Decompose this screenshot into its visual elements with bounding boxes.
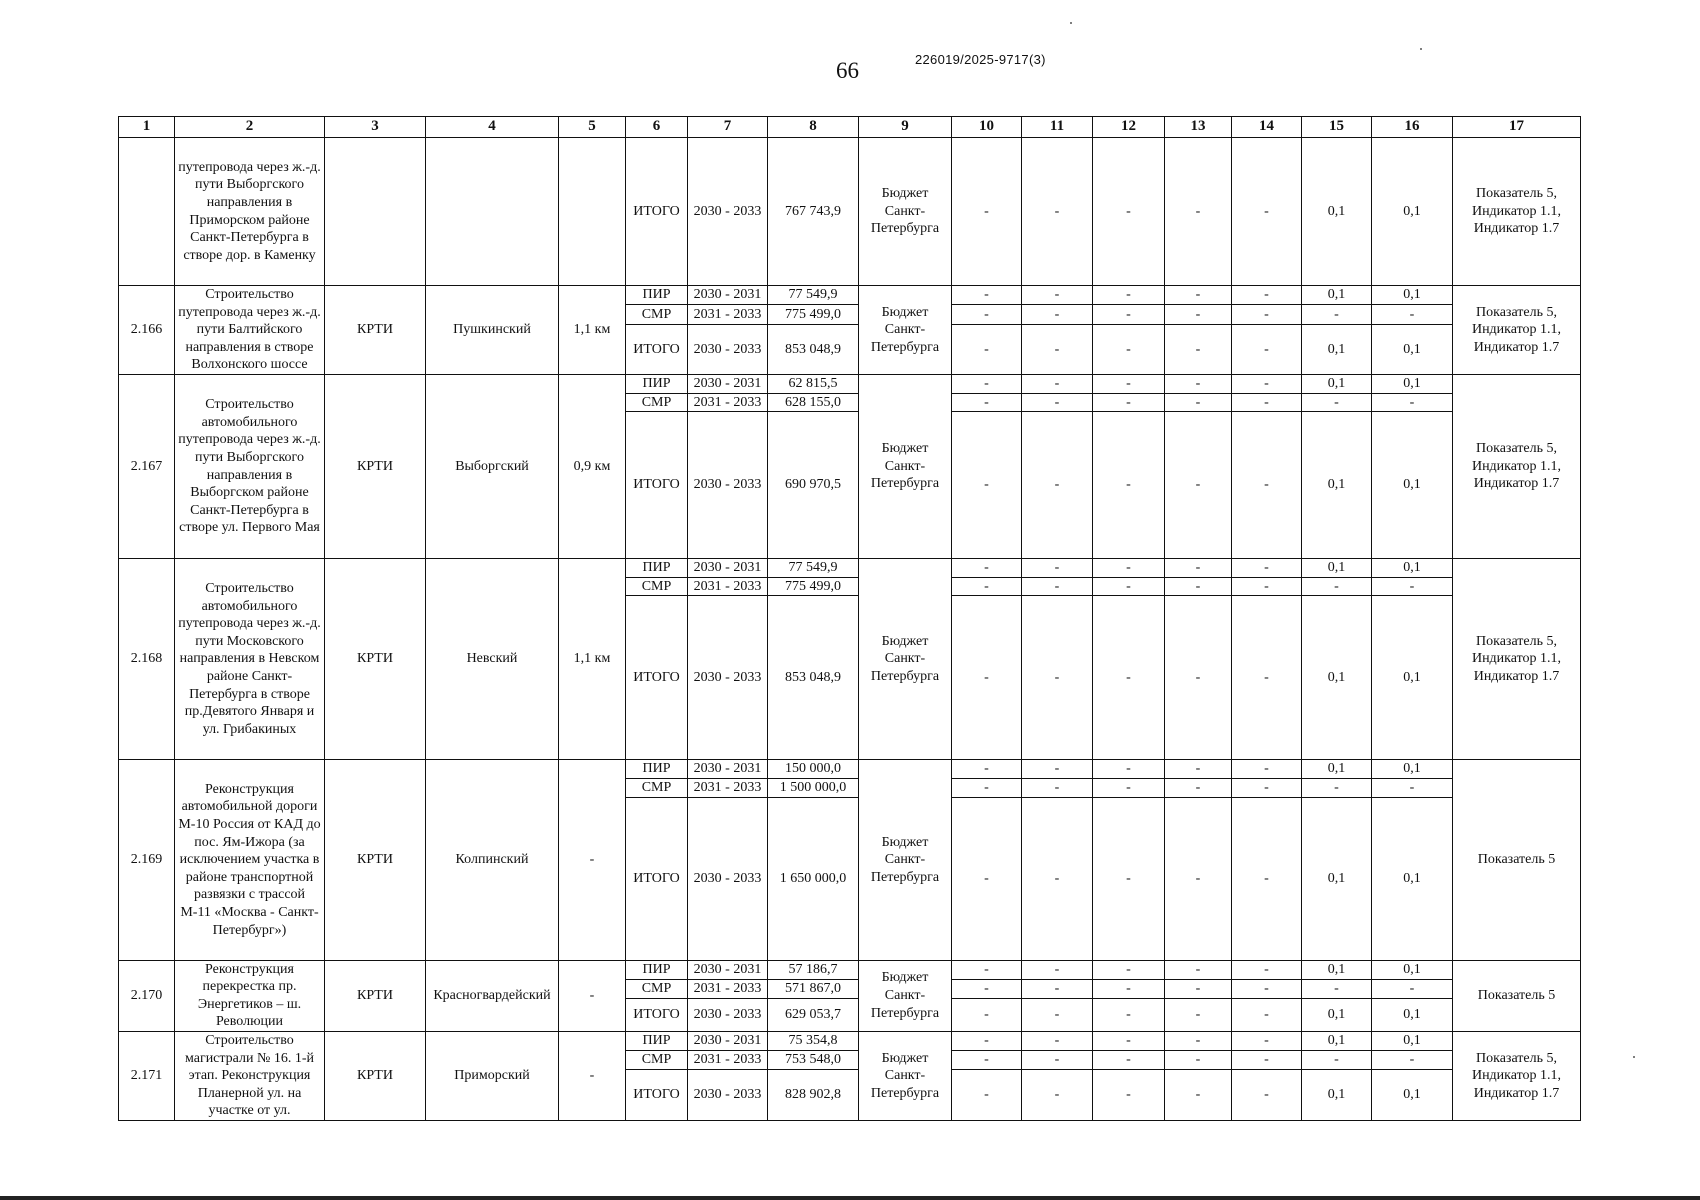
length: - [559,1031,626,1120]
indicator-value: - [1372,393,1453,412]
indicator-value: - [1165,999,1232,1031]
period: 2030 - 2033 [688,412,768,559]
work-stage: ИТОГО [626,1070,688,1121]
indicator-value: - [1022,374,1093,393]
indicator-value: - [1165,412,1232,559]
period: 2030 - 2031 [688,1031,768,1050]
indicator-value: - [1232,324,1302,374]
amount: 853 048,9 [768,324,859,374]
executor: КРТИ [325,286,426,375]
indicator-value: 0,1 [1372,999,1453,1031]
indicator-value: - [1232,412,1302,559]
amount: 571 867,0 [768,979,859,998]
indicator-value: - [1093,138,1165,286]
column-header: 11 [1022,117,1093,138]
indicator-value: 0,1 [1372,1031,1453,1050]
indicator-value: - [1093,979,1165,998]
indicator-value: - [1165,760,1232,779]
indicator-value: - [952,596,1022,760]
scan-speck [1633,1056,1635,1058]
indicator-value: - [952,1051,1022,1070]
district: Колпинский [426,760,559,960]
column-header: 14 [1232,117,1302,138]
executor: КРТИ [325,1031,426,1120]
indicator-value: - [952,960,1022,979]
work-stage: СМР [626,393,688,412]
project-name: Реконструкция автомобильной дороги М-10 Россия от КАД до пос. Ям-Ижора (за исключением участка в районе транспортной развязки с трассой М-11 «Москва - Санкт-Петербург») [175,760,325,960]
district: Красногвардейский [426,960,559,1031]
amount: 628 155,0 [768,393,859,412]
indicator-value: 0,1 [1372,374,1453,393]
column-header: 2 [175,117,325,138]
indicator-value: - [1232,1051,1302,1070]
district: Приморский [426,1031,559,1120]
work-stage: ИТОГО [626,596,688,760]
indicator-value: 0,1 [1372,797,1453,960]
indicator-value: - [1022,1070,1093,1121]
indicator-value: - [1093,286,1165,305]
indicator-value: - [1302,393,1372,412]
table-header [119,117,1581,138]
scan-speck [1420,48,1422,50]
indicator-value: - [1022,778,1093,797]
period: 2031 - 2033 [688,305,768,324]
work-stage: ИТОГО [626,412,688,559]
document-reference: 226019/2025-9717(3) [915,52,1046,67]
amount: 77 549,9 [768,559,859,578]
indicator-value: - [1022,138,1093,286]
row-id: 2.168 [119,559,175,760]
indicator-value: - [952,1070,1022,1121]
executor: КРТИ [325,960,426,1031]
indicator-value: - [1232,286,1302,305]
indicator-value: - [1232,960,1302,979]
indicator-value: - [1022,596,1093,760]
indicator-value: 0,1 [1372,960,1453,979]
amount: 57 186,7 [768,960,859,979]
indicator-value: 0,1 [1372,412,1453,559]
indicator-value: - [1022,1051,1093,1070]
page-number: 66 [836,58,859,83]
period: 2030 - 2031 [688,960,768,979]
indicator-value: - [1022,960,1093,979]
indicator-value: - [952,305,1022,324]
indicator-value: - [1372,577,1453,596]
row-id: 2.166 [119,286,175,375]
work-stage: ИТОГО [626,999,688,1031]
row-id: 2.170 [119,960,175,1031]
period: 2030 - 2031 [688,559,768,578]
indicator-value: - [1022,559,1093,578]
length: 1,1 км [559,559,626,760]
period: 2031 - 2033 [688,1051,768,1070]
indicator-value: - [1232,596,1302,760]
amount: 1 500 000,0 [768,778,859,797]
table-row [119,960,1581,979]
column-header: 12 [1093,117,1165,138]
indicator-value: - [1165,1031,1232,1050]
indicator-value: - [952,797,1022,960]
table-row [119,760,1581,779]
indicator-value: - [1022,324,1093,374]
target-indicators: Показатель 5 [1453,760,1581,960]
indicator-value: - [1093,999,1165,1031]
period: 2031 - 2033 [688,577,768,596]
indicator-value: - [952,412,1022,559]
indicator-value: - [1165,138,1232,286]
column-header: 3 [325,117,426,138]
column-header: 13 [1165,117,1232,138]
indicator-value: - [1165,1051,1232,1070]
scan-edge [0,1196,1700,1200]
indicator-value: - [1302,305,1372,324]
indicator-value: - [952,138,1022,286]
indicator-value: - [1165,577,1232,596]
amount: 690 970,5 [768,412,859,559]
indicator-value: - [952,999,1022,1031]
indicator-value: - [1165,393,1232,412]
period: 2030 - 2033 [688,797,768,960]
amount: 775 499,0 [768,577,859,596]
work-stage: ПИР [626,374,688,393]
indicator-value: - [1022,393,1093,412]
executor: КРТИ [325,559,426,760]
indicator-value: - [952,324,1022,374]
indicator-value: - [1165,305,1232,324]
indicator-value: 0,1 [1372,286,1453,305]
indicator-value: 0,1 [1372,559,1453,578]
indicator-value: 0,1 [1302,797,1372,960]
funding-source: Бюджет Санкт-Петербурга [859,286,952,375]
indicator-value: - [1093,596,1165,760]
period: 2031 - 2033 [688,393,768,412]
period: 2031 - 2033 [688,979,768,998]
work-stage: ИТОГО [626,797,688,960]
indicator-value: - [1165,559,1232,578]
indicator-value: - [1232,760,1302,779]
funding-source: Бюджет Санкт-Петербурга [859,960,952,1031]
table-row [119,374,1581,393]
indicator-value: - [1093,324,1165,374]
period: 2030 - 2033 [688,324,768,374]
target-indicators: Показатель 5, Индикатор 1.1, Индикатор 1.7 [1453,559,1581,760]
indicator-value: - [1022,797,1093,960]
executor: КРТИ [325,374,426,558]
scan-speck [1070,22,1072,24]
work-stage: СМР [626,305,688,324]
indicator-value: - [1093,374,1165,393]
indicator-value: - [952,374,1022,393]
amount: 775 499,0 [768,305,859,324]
column-header: 17 [1453,117,1581,138]
indicator-value: 0,1 [1372,324,1453,374]
indicator-value: 0,1 [1302,960,1372,979]
indicator-value: - [1372,305,1453,324]
amount: 150 000,0 [768,760,859,779]
work-stage: СМР [626,577,688,596]
indicator-value: - [1165,797,1232,960]
row-id: 2.171 [119,1031,175,1120]
period: 2030 - 2031 [688,760,768,779]
target-indicators: Показатель 5, Индикатор 1.1, Индикатор 1.7 [1453,286,1581,375]
indicator-value: - [1372,778,1453,797]
indicator-value: - [1232,778,1302,797]
work-stage: ПИР [626,286,688,305]
indicator-value: - [1232,577,1302,596]
length [559,138,626,286]
indicator-value: - [1165,778,1232,797]
indicator-value: - [1232,138,1302,286]
column-header: 6 [626,117,688,138]
indicator-value: - [1302,1051,1372,1070]
indicator-value: - [1093,1070,1165,1121]
indicator-value: - [952,979,1022,998]
indicator-value: - [952,577,1022,596]
indicator-value: - [1232,393,1302,412]
period: 2030 - 2033 [688,1070,768,1121]
length: 0,9 км [559,374,626,558]
project-name: Строительство автомобильного путепровода через ж.-д. пути Выборгского направления в Выборгском районе Санкт-Петербурга в створе ул. Первого Мая [175,374,325,558]
column-header: 5 [559,117,626,138]
indicator-value: - [1093,960,1165,979]
indicator-value: - [1165,374,1232,393]
target-indicators: Показатель 5, Индикатор 1.1, Индикатор 1.7 [1453,374,1581,558]
indicator-value: 0,1 [1302,412,1372,559]
indicator-value: - [952,778,1022,797]
indicator-value: - [1165,1070,1232,1121]
period: 2030 - 2033 [688,138,768,286]
indicator-value: - [1372,1051,1453,1070]
funding-source: Бюджет Санкт-Петербурга [859,760,952,960]
indicator-value: 0,1 [1372,760,1453,779]
district: Невский [426,559,559,760]
indicator-value: - [1022,412,1093,559]
program-table [118,116,1581,1121]
indicator-value: 0,1 [1302,559,1372,578]
indicator-value: 0,1 [1302,1031,1372,1050]
indicator-value: - [1232,559,1302,578]
indicator-value: - [1232,999,1302,1031]
indicator-value: - [1232,979,1302,998]
column-header: 9 [859,117,952,138]
indicator-value: - [1093,305,1165,324]
column-header: 7 [688,117,768,138]
indicator-value: 0,1 [1302,138,1372,286]
indicator-value: - [1372,979,1453,998]
indicator-value: 0,1 [1302,324,1372,374]
indicator-value: - [1093,412,1165,559]
indicator-value: - [1093,393,1165,412]
indicator-value: - [952,760,1022,779]
project-name: Строительство магистрали № 16. 1-й этап. Реконструкция Планерной ул. на участке от ул. [175,1031,325,1120]
amount: 75 354,8 [768,1031,859,1050]
amount: 629 053,7 [768,999,859,1031]
indicator-value: 0,1 [1302,374,1372,393]
period: 2030 - 2031 [688,286,768,305]
project-name: Строительство путепровода через ж.-д. пути Балтийского направления в створе Волхонского шоссе [175,286,325,375]
indicator-value: - [1302,979,1372,998]
indicator-value: - [1022,577,1093,596]
work-stage: ПИР [626,960,688,979]
work-stage: СМР [626,979,688,998]
district: Пушкинский [426,286,559,375]
indicator-value: - [1022,760,1093,779]
column-header: 10 [952,117,1022,138]
amount: 753 548,0 [768,1051,859,1070]
period: 2030 - 2033 [688,596,768,760]
period: 2030 - 2033 [688,999,768,1031]
work-stage: СМР [626,1051,688,1070]
indicator-value: - [1302,778,1372,797]
indicator-value: - [1022,1031,1093,1050]
indicator-value: - [1165,286,1232,305]
indicator-value: 0,1 [1372,138,1453,286]
indicator-value: - [1093,577,1165,596]
indicator-value: - [1232,1070,1302,1121]
indicator-value: - [1022,286,1093,305]
work-stage: ПИР [626,559,688,578]
length: 1,1 км [559,286,626,375]
indicator-value: 0,1 [1372,596,1453,760]
table-row [119,138,1581,286]
indicator-value: - [1232,797,1302,960]
executor: КРТИ [325,760,426,960]
indicator-value: - [952,1031,1022,1050]
work-stage: ПИР [626,760,688,779]
indicator-value: - [1302,577,1372,596]
work-stage: СМР [626,778,688,797]
column-header: 1 [119,117,175,138]
indicator-value: - [1232,305,1302,324]
funding-source: Бюджет Санкт-Петербурга [859,559,952,760]
district [426,138,559,286]
indicator-value: 0,1 [1302,596,1372,760]
indicator-value: 0,1 [1302,760,1372,779]
work-stage: ИТОГО [626,324,688,374]
amount: 828 902,8 [768,1070,859,1121]
table-body [119,138,1581,1121]
project-name: Строительство автомобильного путепровода через ж.-д. пути Московского направления в Невском районе Санкт-Петербурга в створе пр.Девятого Января и ул. Грибакиных [175,559,325,760]
indicator-value: - [952,286,1022,305]
indicator-value: - [1093,760,1165,779]
period: 2030 - 2031 [688,374,768,393]
length: - [559,960,626,1031]
indicator-value: 0,1 [1302,999,1372,1031]
amount: 853 048,9 [768,596,859,760]
column-header: 8 [768,117,859,138]
indicator-value: - [1165,596,1232,760]
indicator-value: - [1022,305,1093,324]
amount: 1 650 000,0 [768,797,859,960]
amount: 767 743,9 [768,138,859,286]
indicator-value: - [952,559,1022,578]
indicator-value: - [1093,1031,1165,1050]
target-indicators: Показатель 5 [1453,960,1581,1031]
project-name: путепровода через ж.-д. пути Выборгского направления в Приморском районе Санкт-Петербурга в створе дор. в Каменку [175,138,325,286]
funding-source: Бюджет Санкт-Петербурга [859,138,952,286]
project-name: Реконструкция перекрестка пр. Энергетиков – ш. Революции [175,960,325,1031]
executor [325,138,426,286]
indicator-value: - [1232,374,1302,393]
indicator-value: - [1093,559,1165,578]
indicator-value: 0,1 [1372,1070,1453,1121]
indicator-value: - [1022,979,1093,998]
table-row [119,1031,1581,1050]
column-header: 15 [1302,117,1372,138]
indicator-value: - [1165,960,1232,979]
row-id: 2.169 [119,760,175,960]
row-id: 2.167 [119,374,175,558]
work-stage: ПИР [626,1031,688,1050]
header-row [119,117,1581,138]
indicator-value: - [1022,999,1093,1031]
indicator-value: - [1093,1051,1165,1070]
target-indicators: Показатель 5, Индикатор 1.1, Индикатор 1.7 [1453,138,1581,286]
period: 2031 - 2033 [688,778,768,797]
indicator-value: 0,1 [1302,286,1372,305]
amount: 77 549,9 [768,286,859,305]
indicator-value: - [1232,1031,1302,1050]
length: - [559,760,626,960]
work-stage: ИТОГО [626,138,688,286]
district: Выборгский [426,374,559,558]
amount: 62 815,5 [768,374,859,393]
indicator-value: 0,1 [1302,1070,1372,1121]
table-row [119,286,1581,305]
indicator-value: - [1165,979,1232,998]
indicator-value: - [1093,797,1165,960]
table-row [119,559,1581,578]
funding-source: Бюджет Санкт-Петербурга [859,374,952,558]
indicator-value: - [1165,324,1232,374]
row-id [119,138,175,286]
funding-source: Бюджет Санкт-Петербурга [859,1031,952,1120]
column-header: 16 [1372,117,1453,138]
target-indicators: Показатель 5, Индикатор 1.1, Индикатор 1.7 [1453,1031,1581,1120]
column-header: 4 [426,117,559,138]
indicator-value: - [952,393,1022,412]
indicator-value: - [1093,778,1165,797]
